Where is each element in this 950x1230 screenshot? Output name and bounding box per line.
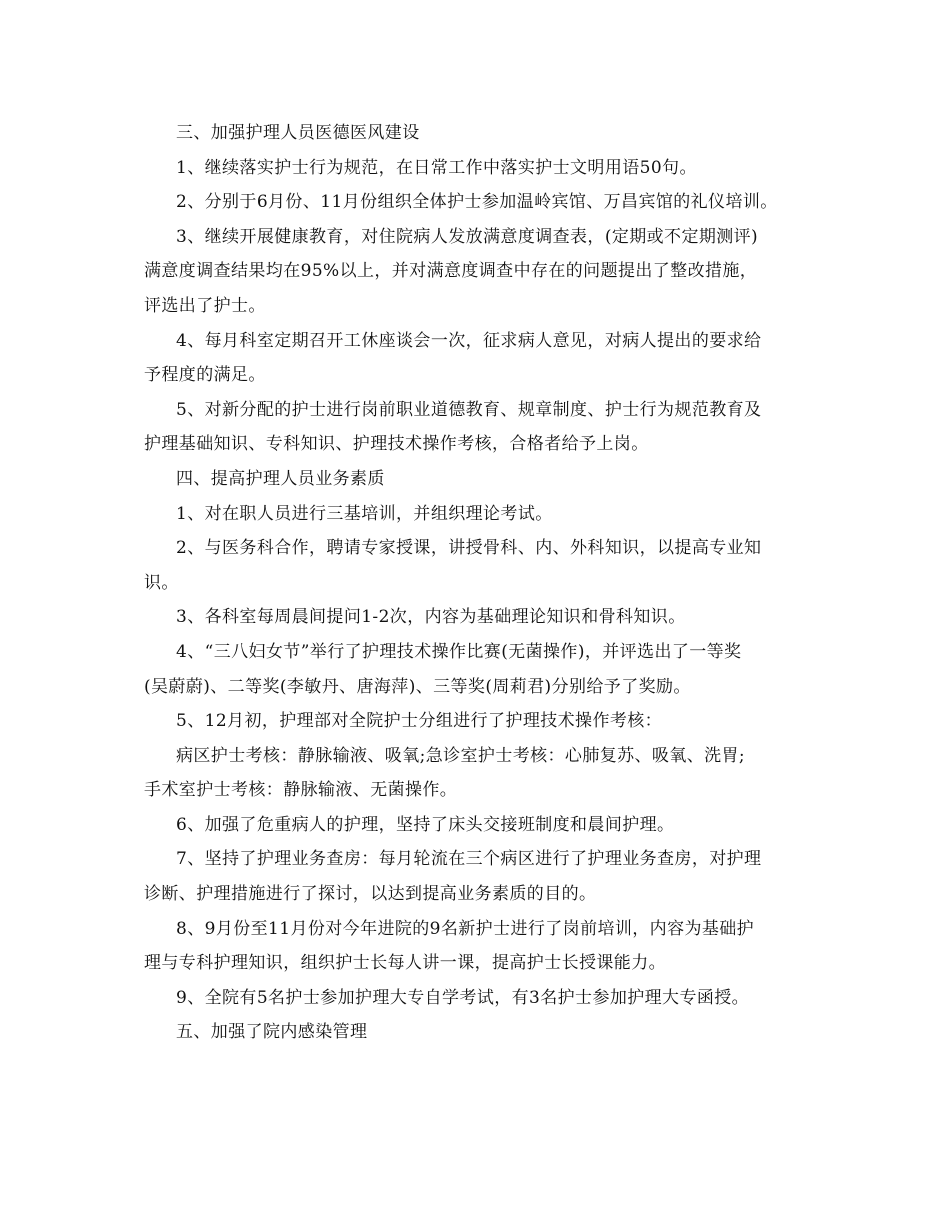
- paragraph-line: 1、继续落实护士行为规范，在日常工作中落实护士文明用语50句。: [176, 157, 697, 178]
- paragraph-line: 识。: [144, 572, 179, 593]
- paragraph-line: 予程度的满足。: [144, 365, 266, 386]
- paragraph-line: 诊断、护理措施进行了探讨，以达到提高业务素质的目的。: [144, 884, 597, 905]
- paragraph-line: 理与专科护理知识，组织护士长每人讲一课，提高护士长授课能力。: [144, 953, 666, 974]
- section-heading-5: 五、加强了院内感染管理: [176, 1022, 368, 1043]
- paragraph-line: 3、各科室每周晨间提问1-2次，内容为基础理论知识和骨科知识。: [176, 607, 686, 628]
- paragraph-line: 7、坚持了护理业务查房：每月轮流在三个病区进行了护理业务查房，对护理: [176, 849, 762, 870]
- section-heading-3: 三、加强护理人员医德医风建设: [176, 123, 420, 143]
- paragraph-line: 护理基础知识、专科知识、护理技术操作考核，合格者给予上岗。: [144, 434, 649, 455]
- section-heading-4: 四、提高护理人员业务素质: [176, 468, 385, 489]
- document-body: [144, 116, 824, 1050]
- paragraph-line: 5、12月初，护理部对全院护士分组进行了护理技术操作考核：: [176, 711, 663, 732]
- paragraph-line: 病区护士考核：静脉输液、吸氧;急诊室护士考核：心肺复苏、吸氧、洗胃;: [176, 745, 746, 766]
- paragraph-line: 评选出了护士。: [144, 295, 266, 316]
- paragraph-line: 满意度调查结果均在95%以上，并对满意度调查中存在的问题提出了整改措施，: [144, 261, 758, 282]
- paragraph-line: 9、全院有5名护士参加护理大专自学考试，有3名护士参加护理大专函授。: [176, 987, 750, 1008]
- paragraph-line: 4、“三八妇女节”举行了护理技术操作比赛(无菌操作)，并评选出了一等奖: [176, 641, 742, 662]
- paragraph-line: 3、继续开展健康教育，对住院病人发放满意度调查表，(定期或不定期测评): [176, 226, 759, 247]
- paragraph-line: 1、对在职人员进行三基培训，并组织理论考试。: [176, 503, 553, 524]
- paragraph-line: 5、对新分配的护士进行岗前职业道德教育、规章制度、护士行为规范教育及: [176, 399, 762, 420]
- paragraph-line: 4、每月科室定期召开工休座谈会一次，征求病人意见，对病人提出的要求给: [176, 330, 762, 351]
- paragraph-line: 手术室护士考核：静脉输液、无菌操作。: [144, 780, 458, 801]
- paragraph-line: 8、9月份至11月份对今年进院的9名新护士进行了岗前培训，内容为基础护: [176, 918, 755, 939]
- paragraph-line: 2、分别于6月份、11月份组织全体护士参加温岭宾馆、万昌宾馆的礼仪培训。: [176, 192, 778, 213]
- paragraph-line: 2、与医务科合作，聘请专家授课，讲授骨科、内、外科知识，以提高专业知: [176, 538, 762, 559]
- paragraph-line: (吴蔚蔚)、二等奖(李敏丹、唐海萍)、三等奖(周莉君)分别给予了奖励。: [144, 676, 691, 697]
- paragraph-line: 6、加强了危重病人的护理，坚持了床头交接班制度和晨间护理。: [176, 814, 675, 835]
